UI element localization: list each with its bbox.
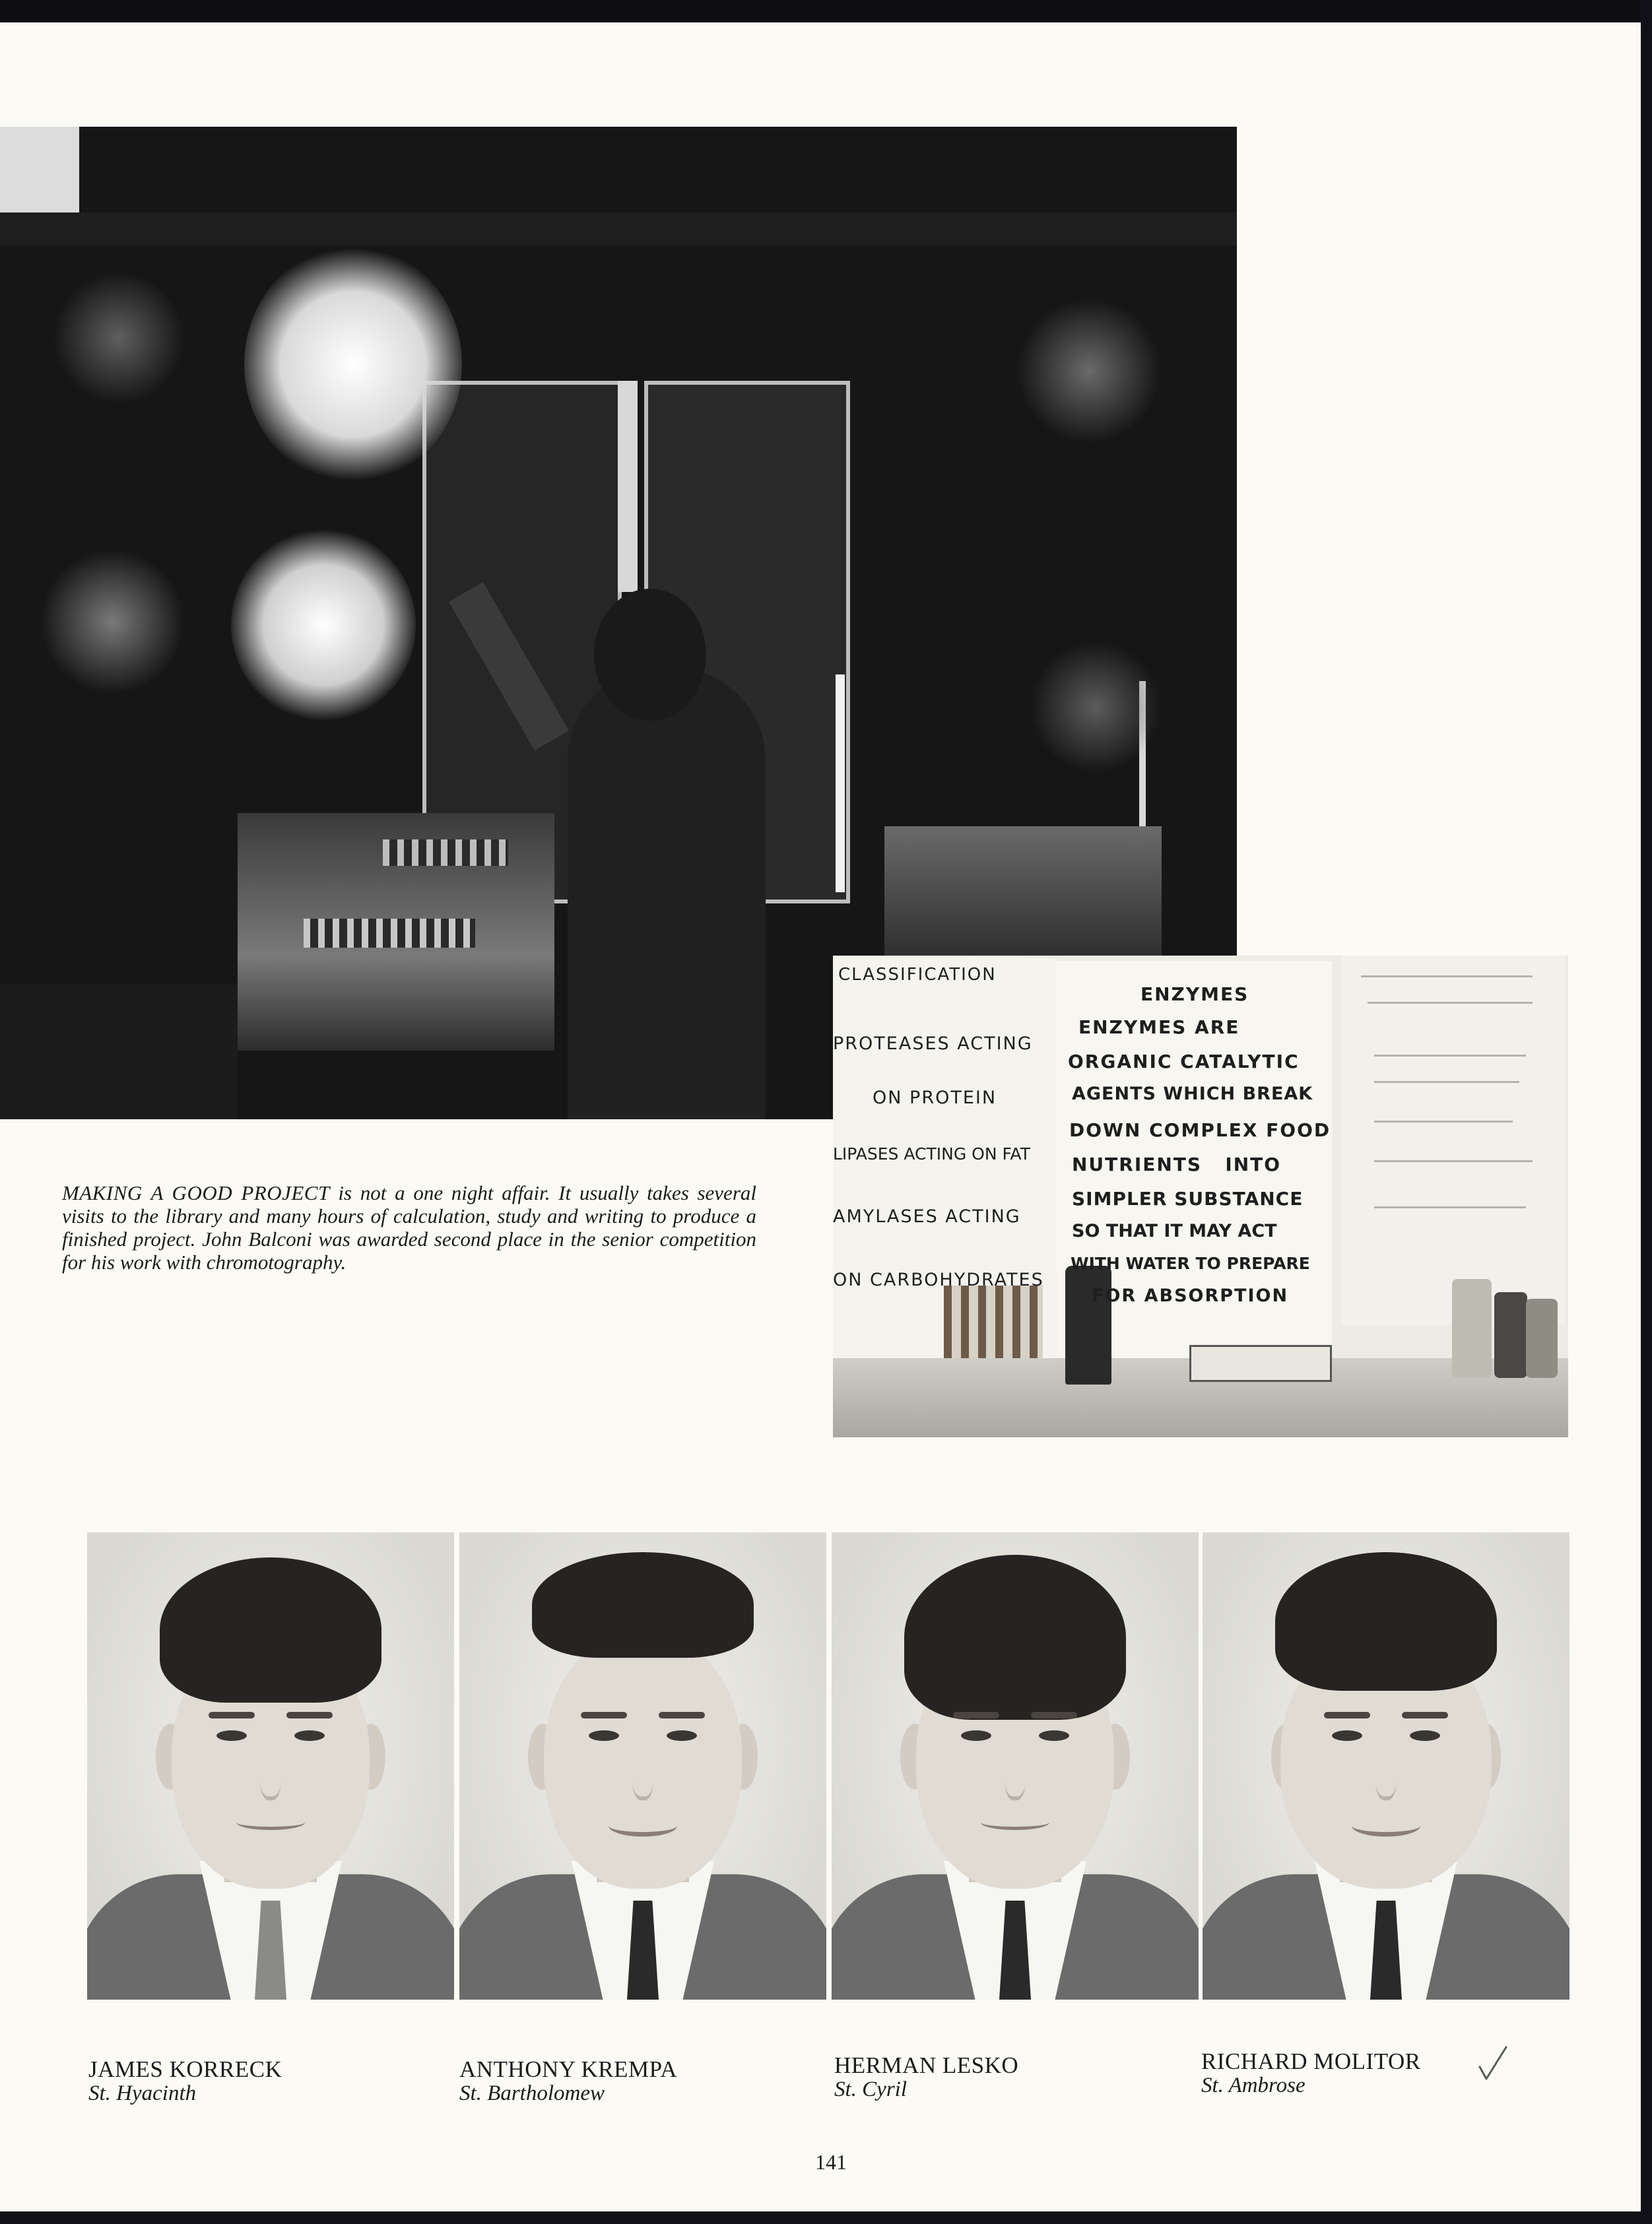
poster-center-line: ENZYMES ARE [1078, 1016, 1240, 1038]
senior-name: HERMAN LESKO [834, 2052, 1019, 2078]
poster-center-line: DOWN COMPLEX FOOD [1069, 1119, 1331, 1141]
poster-left-line: CLASSIFICATION [838, 965, 997, 985]
ceiling-light [0, 127, 79, 213]
handwritten-notes [1374, 1160, 1533, 1162]
bench-glassware [304, 919, 475, 948]
portrait-mouth [1352, 1815, 1420, 1837]
handwritten-notes [1361, 975, 1533, 977]
bench-right [884, 826, 1162, 958]
poster-left-line: AMYLASES ACTING [833, 1206, 1021, 1227]
bokeh-light [1030, 641, 1162, 773]
bottle [1526, 1299, 1558, 1378]
handwritten-notes [1374, 1055, 1526, 1057]
bokeh-light [53, 272, 185, 404]
portrait-hair [160, 1557, 381, 1703]
senior-name-block [88, 2058, 432, 2105]
poster-center-line: NUTRIENTS INTO [1072, 1154, 1282, 1175]
poster-left-line: ON CARBOHYDRATES [833, 1270, 1044, 1290]
microscope [1065, 1266, 1111, 1385]
handwritten-notes [1368, 1002, 1533, 1004]
portrait-nose [1375, 1750, 1397, 1800]
portrait-eye [1039, 1730, 1069, 1741]
handwritten-notes [1374, 1121, 1513, 1123]
senior-portrait [832, 1532, 1199, 2000]
poster-left-line: PROTEASES ACTING [833, 1033, 1033, 1054]
bench-glassware [383, 839, 508, 866]
senior-parish: St. Bartholomew [459, 2081, 605, 2105]
caption-body: is not a one night affair. It usually takes several visits to the library and many hours of calculation, study and writing to produce a finished project. John Balconi was awarded second place in the senior competition for his work with chromotography. [62, 1181, 756, 1274]
ceiling-strip [0, 213, 1237, 245]
senior-portrait [459, 1532, 826, 2000]
portrait-eye [1410, 1730, 1440, 1741]
bokeh-light [1016, 298, 1162, 443]
senior-parish: St. Ambrose [1201, 2074, 1305, 2097]
portrait-mouth [609, 1815, 677, 1837]
poster-center-line: FOR ABSORPTION [1092, 1286, 1289, 1306]
poster-center-line: AGENTS WHICH BREAK [1072, 1084, 1313, 1104]
bottle [1494, 1292, 1527, 1378]
portrait-brow [659, 1712, 705, 1718]
senior-name: JAMES KORRECK [88, 2056, 282, 2082]
portrait-brow [953, 1712, 999, 1718]
poster-right-panel [1341, 956, 1566, 1325]
poster-center-line: ENZYMES [1140, 983, 1249, 1005]
student-head [594, 589, 706, 721]
portrait-eye [589, 1730, 619, 1741]
portrait-mouth [236, 1815, 305, 1830]
portrait-nose [632, 1750, 653, 1800]
senior-portrait [1203, 1532, 1569, 2000]
senior-name-block [834, 2054, 1177, 2101]
enzymes-poster-photo [833, 956, 1568, 1437]
photo-foreground-shadow [0, 985, 238, 1119]
portrait-brow [1031, 1712, 1077, 1718]
portrait-brow [209, 1712, 255, 1718]
student-silhouette [568, 668, 766, 1119]
portrait-eye [667, 1730, 697, 1741]
portrait-eye [961, 1730, 991, 1741]
portrait-nose [1005, 1750, 1026, 1800]
poster-center-line: SO THAT IT MAY ACT [1072, 1221, 1277, 1241]
window-mullion [618, 381, 638, 592]
notebook [1189, 1345, 1332, 1382]
portrait-brow [581, 1712, 627, 1718]
caption-lead: MAKING A GOOD PROJECT [62, 1181, 330, 1204]
page-number: 141 [815, 2150, 847, 2174]
poster-center-line: WITH WATER TO PREPARE [1071, 1254, 1310, 1273]
bottle [1452, 1279, 1492, 1378]
senior-name: RICHARD MOLITOR [1201, 2048, 1421, 2074]
poster-left-line: ON PROTEIN [873, 1088, 997, 1108]
portrait-brow [1402, 1712, 1448, 1718]
handwritten-notes [1374, 1081, 1519, 1083]
test-tube-rack [944, 1286, 1043, 1358]
photo-caption [62, 1181, 756, 1274]
poster-left-line: LIPASES ACTING ON FAT [833, 1144, 1030, 1163]
senior-parish: St. Hyacinth [88, 2081, 197, 2105]
portrait-brow [286, 1712, 333, 1718]
poster-center-line: ORGANIC CATALYTIC [1068, 1051, 1300, 1072]
checkmark-icon [1477, 2044, 1509, 2081]
scan-border-bottom [0, 2211, 1652, 2224]
senior-name: ANTHONY KREMPA [459, 2056, 678, 2082]
bokeh-light [231, 529, 416, 721]
portrait-eye [1332, 1730, 1362, 1741]
senior-portrait [87, 1532, 454, 2000]
portrait-mouth [981, 1815, 1049, 1830]
portrait-brow [1324, 1712, 1370, 1718]
bokeh-light [244, 245, 462, 483]
window-bright-edge [836, 674, 845, 892]
portrait-hair [904, 1555, 1126, 1720]
bokeh-light [40, 549, 185, 694]
scan-border-right [1641, 0, 1652, 2224]
handwritten-notes [1374, 1206, 1526, 1208]
senior-parish: St. Cyril [834, 2077, 908, 2101]
portrait-eye [216, 1730, 247, 1741]
portrait-eye [294, 1730, 325, 1741]
poster-center-line: SIMPLER SUBSTANCE [1072, 1188, 1304, 1210]
portrait-nose [260, 1750, 281, 1800]
portrait-hair [1275, 1552, 1497, 1691]
portrait-hair [532, 1552, 754, 1658]
senior-name-block [459, 2058, 803, 2105]
